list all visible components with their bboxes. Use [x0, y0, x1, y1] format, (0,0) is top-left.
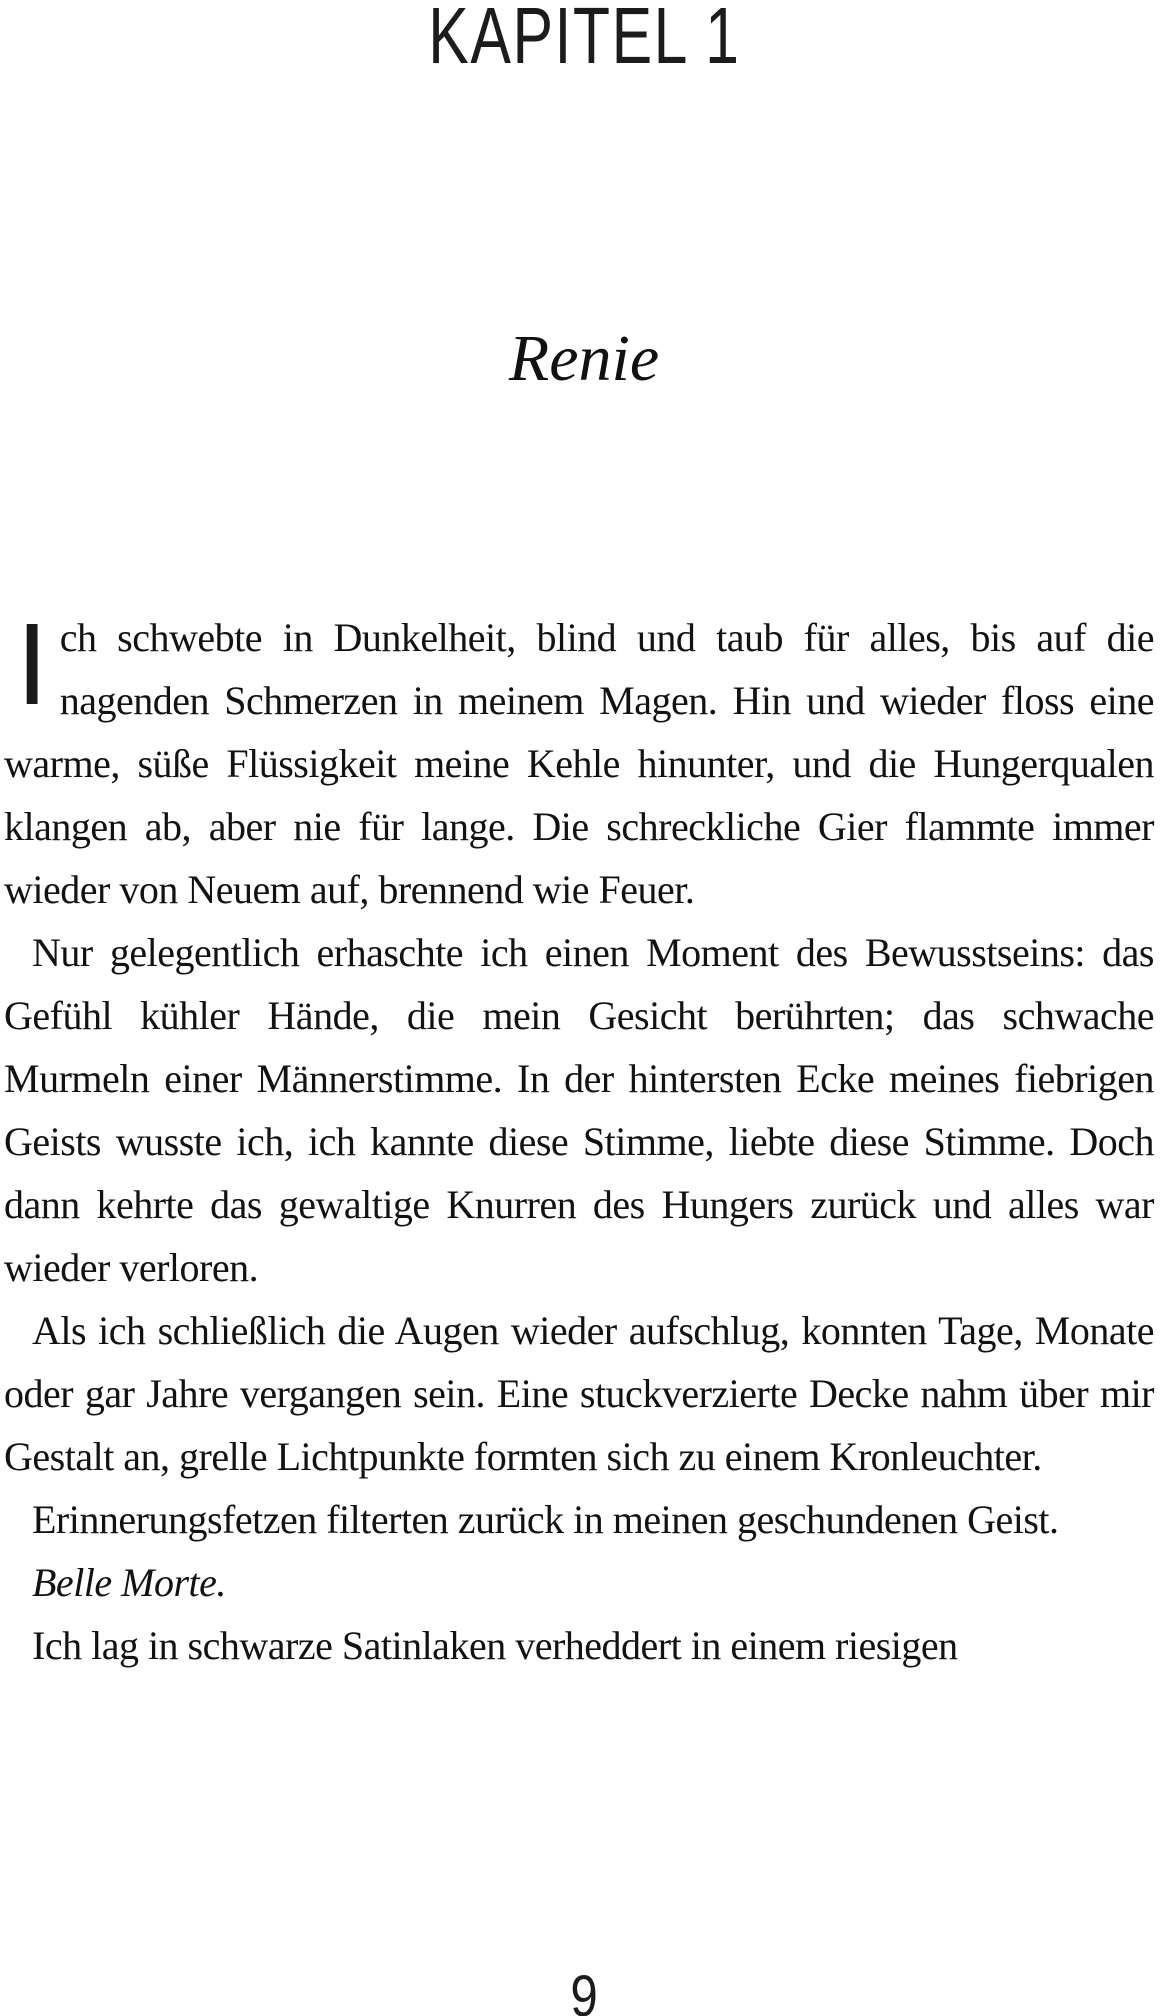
- paragraph: [4, 1299, 1154, 1488]
- paragraph: [4, 921, 1154, 1299]
- paragraph: [4, 1551, 1154, 1614]
- paragraph-text: Als ich schließlich die Augen wieder aufschlug, konnten Tage, Monate oder gar Jahre vergangen sein. Eine stuckverzierte Decke nahm über mir Gestalt an, grelle Lichtpunkte formten sich zu einem Kronleuchter.: [4, 1308, 1154, 1479]
- paragraph-text: Ich lag in schwarze Satinlaken verheddert in einem riesigen: [32, 1623, 958, 1668]
- chapter-title: [0, 0, 1168, 80]
- body-text: [0, 599, 1168, 1677]
- section-title: [0, 322, 1168, 395]
- page-number-text: 9: [570, 1964, 598, 2016]
- paragraph-text: ch schwebte in Dunkelheit, blind und taub für alles, bis auf die nagenden Schmerzen in meinem Magen. Hin und wieder floss eine warme, süße Flüssigkeit meine Kehle hinunter, und die Hungerqualen klangen ab, aber nie für lange. Die schreckliche Gier flammte immer wieder von Neuem auf, brennend wie Feuer.: [4, 615, 1154, 912]
- paragraph-text: Belle Morte.: [32, 1560, 226, 1605]
- section-title-text: Renie: [508, 322, 660, 395]
- paragraph: [4, 599, 1154, 921]
- paragraph-text: Nur gelegentlich erhaschte ich einen Moment des Bewusstseins: das Gefühl kühler Hände, die mein Gesicht berührten; das schwache Murmeln einer Männerstimme. In der hintersten Ecke meines fiebrigen Geists wusste ich, ich kannte diese Stimme, liebte diese Stimme. Doch dann kehrte das gewaltige Knurren des Hungers zurück und alles war wieder verloren.: [4, 930, 1154, 1290]
- paragraph: [4, 1614, 1154, 1677]
- drop-cap: I: [16, 599, 48, 729]
- page-number: [0, 1964, 1168, 2016]
- paragraph-text: Erinnerungsfetzen filterten zurück in meinen geschundenen Geist.: [32, 1497, 1059, 1542]
- paragraph: [4, 1488, 1154, 1551]
- chapter-title-text: KAPITEL 1: [427, 0, 741, 80]
